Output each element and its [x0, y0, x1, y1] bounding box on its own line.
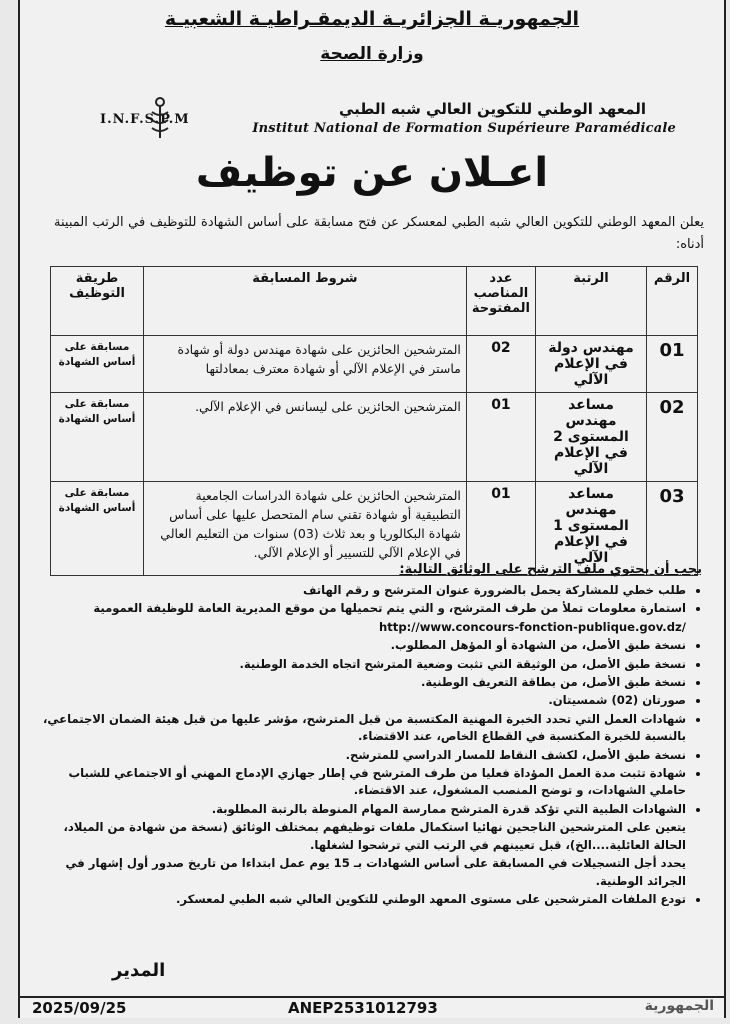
newspaper-page — [18, 0, 726, 1018]
row-method: مسابقة على أساس الشهادة — [51, 482, 144, 576]
col-conditions-header: شروط المسابقة — [144, 267, 467, 336]
row-conditions: المترشحين الحائزين على شهادة الدراسات الجامعية التطبيقية أو شهادة تقني سام المتحصل عليها على أساس شهادة البكالوريا و بعد ثلاث (03) سنوات من التعليم العالي في الإعلام الآلي للتسيير أو الإعلام الآلي. — [144, 482, 467, 576]
institute-logo — [100, 96, 250, 144]
table-row — [51, 336, 698, 393]
list-item: • نسخة طبق الأصل، لكشف النقاط للمسار الدراسي للمترشح. — [36, 747, 686, 764]
row-method: مسابقة على أساس الشهادة — [51, 336, 144, 393]
logo-text: I.N.F.S.P.M — [100, 112, 190, 127]
row-conditions: المترشحين الحائزين على شهادة مهندس دولة أو شهادة ماستر في الإعلام الآلي أو شهادة معترف بمعادلتها — [144, 336, 467, 393]
list-item: • نسخة طبق الأصل، من الوثيقة التي تثبت وضعية المترشح اتجاه الخدمة الوطنية. — [36, 656, 686, 673]
list-item: • الشهادات الطبية التي تؤكد قدرة المترشح ممارسة المهام المنوطة بالرتبة المطلوبة. — [36, 801, 686, 818]
page-title: اعـلان عن توظيف — [195, 150, 549, 196]
col-num-header: الرقم — [647, 267, 698, 336]
row-num: 01 — [647, 336, 698, 393]
note-item: يتعين على المترشحين الناجحين نهائيا استكمال ملفات توظيفهم بمختلف الوثائق (نسخة من شهادة من الميلاد، الحالة العائلية....الخ)، قبل تعيينهم في الرتب التي ترشحوا لشغلها. — [63, 820, 686, 852]
documents-title: يجب أن يحتوي ملف الترشح على الوثائق التالية: — [399, 562, 702, 577]
director-signature: المدير — [112, 960, 166, 981]
note-item: • تودع الملفات المترشحين على مستوى المعهد الوطني للتكوين العالي شبه الطبي لمعسكر. — [36, 891, 686, 908]
documents-list — [36, 582, 702, 909]
publication-date: 2025/09/25 — [32, 999, 127, 1017]
positions-table — [50, 266, 698, 576]
row-rank: مساعد مهندس المستوى 2 في الإعلام الآلي — [536, 393, 647, 482]
list-item: • شهادات العمل التي تحدد الخبرة المهنية المكتسبة من قبل المترشح، مؤشر عليها من قبل هيئة الضمان الاجتماعي، بالنسبة للخبرة المكتسبة في القطاع الخاص، عند الاقتضاء. — [36, 711, 686, 746]
footer-bar — [20, 996, 724, 1020]
row-count: 01 — [466, 482, 535, 576]
row-count: 01 — [466, 393, 535, 482]
list-item: • استمارة معلومات تملأ من طرف المترشح، و التي يتم تحميلها من موقع المديرية العامة للوظيفة العمومية — [36, 600, 686, 617]
row-rank: مهندس دولة في الإعلام الآلي — [536, 336, 647, 393]
list-item: • صورتان (02) شمسيتان. — [36, 692, 686, 709]
newspaper-name: الجمهورية — [644, 998, 714, 1014]
caduceus-icon — [146, 96, 174, 140]
row-rank: مساعد مهندس المستوى 1 في الإعلام الآلي — [536, 482, 647, 576]
republic-header: الجمهوريـة الجزائريـة الديمقـراطيـة الشعبيـة — [164, 8, 580, 30]
row-method: مسابقة على أساس الشهادة — [51, 393, 144, 482]
concours-url: http://www.concours-fonction-publique.gov.dz/ — [378, 619, 686, 634]
list-item: • نسخة طبق الأصل، من الشهادة أو المؤهل المطلوب. — [36, 637, 686, 654]
list-item: • نسخة طبق الأصل، من بطاقة التعريف الوطنية. — [36, 674, 686, 691]
intro-paragraph: يعلن المعهد الوطني للتكوين العالي شبه الطبي لمعسكر عن فتح مسابقة على أساس الشهادة للتوظيف في الرتب المبينة أدناه: — [54, 215, 704, 252]
row-num: 03 — [647, 482, 698, 576]
institute-name-fr: Institut National de Formation Supérieure Paramédicale — [252, 121, 676, 136]
anep-reference: ANEP2531012793 — [288, 999, 438, 1017]
col-method-header: طريقة التوظيف — [51, 267, 144, 336]
col-count-header: عدد المناصب المفتوحة — [466, 267, 535, 336]
list-item: • شهادة تثبت مدة العمل المؤداة فعليا من طرف المترشح في إطار جهازي الإدماج المهني أو الاجتماعي للشباب حاملي الشهادات، و توضح المنصب المشغول، عند الاقتضاء. — [36, 765, 686, 800]
table-header-row — [51, 267, 698, 336]
note-item: يحدد أجل التسجيلات في المسابقة على أساس الشهادات بـ 15 يوم عمل ابتداءا من تاريخ صدور أول إشهار في الجرائد الوطنية. — [65, 856, 686, 888]
row-num: 02 — [647, 393, 698, 482]
list-item — [36, 619, 686, 636]
list-item: • طلب خطي للمشاركة يحمل بالضرورة عنوان المترشح و رقم الهاتف — [36, 582, 686, 599]
row-conditions: المترشحين الحائزين على ليسانس في الإعلام الآلي. — [144, 393, 467, 482]
col-rank-header: الرتبة — [536, 267, 647, 336]
ministry-header: وزارة الصحة — [320, 44, 424, 64]
institute-name-ar: المعهد الوطني للتكوين العالي شبه الطبي — [338, 100, 646, 118]
table-row — [51, 393, 698, 482]
row-count: 02 — [466, 336, 535, 393]
